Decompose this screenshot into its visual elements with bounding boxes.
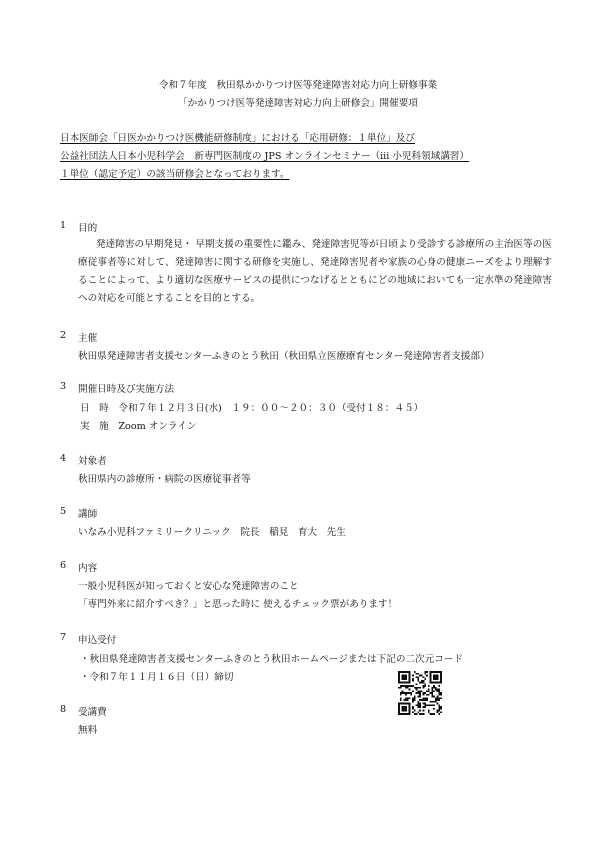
section-heading-target: 対象者 (78, 456, 107, 467)
section-heading-schedule: 開催日時及び実施方法 (78, 384, 174, 395)
notice-line2: 公益社団法人日本小児科学会 新専門医制度の JPS オンラインセミナー（iii 小児科領域講習） (60, 151, 470, 162)
purpose-text: 発達障害の早期発見・ 早期支援の重要性に鑑み、発達障害児等が日頃より受診する診療所の主治医等の医療従事者等に対して、発達障害に関する研修を実施し、発達障害児者や家族の心身の健康ニーズをより理解することによって、より適切な医療サービスの提供につなげるとともにどの地域においても一定水準の発達障害への対応を可能とすることを目的とする。 (78, 239, 552, 304)
section-heading-organizer: 主催 (78, 333, 98, 344)
lecturer-text: いなみ小児科ファミリークリニック 院長 稲見 育大 先生 (78, 527, 346, 538)
notice-line1: 日本医師会「日医かかりつけ医機能研修制度」における「応用研修：１単位」及び (60, 133, 415, 144)
section-heading-fee: 受講費 (78, 707, 107, 718)
application-line1: ・秋田県発達障害者支援センターふきのとう秋田ホームページまたは下記の二次元コード (80, 654, 463, 665)
section-number: 4 (60, 453, 67, 464)
schedule-date-line: 日 時 令和７年１２月３日(水) １９：００～２０：３０（受付１８：４５） (80, 403, 424, 414)
notice-line3: １単位（認定予定）の該当研修会となっております。 (60, 169, 290, 180)
section-heading-content: 内容 (78, 563, 98, 574)
content-line2: 「専門外来に紹介すべき？」と思った時に 使えるチェック票があります！ (78, 599, 398, 610)
schedule-method-line: 実 施 Zoom オンライン (80, 421, 197, 432)
application-line2: ・令和７年１１月１６日（日）締切 (80, 672, 234, 683)
section-number: 2 (60, 330, 67, 341)
fee-text: 無料 (78, 725, 98, 736)
section-number: 8 (60, 704, 67, 715)
section-number: 7 (60, 632, 67, 643)
section-heading-lecturer: 講師 (78, 509, 98, 520)
content-line1: 一般小児科医が知っておくと安心な発達障害のこと (78, 581, 299, 592)
section-number: 1 (60, 220, 67, 231)
qr-code-icon[interactable] (398, 671, 442, 715)
document-title-line1: 令和７年度 秋田県かかりつけ医等発達障害対応力向上研修事業 (158, 80, 438, 91)
section-number: 3 (60, 381, 67, 392)
target-text: 秋田県内の診療所・病院の医療従事者等 (78, 474, 251, 485)
section-heading-application: 申込受付 (78, 635, 117, 646)
organizer-text: 秋田県発達障害者支援センターふきのとう秋田（秋田県立医療療育センター発達障害者支援部） (78, 351, 490, 362)
section-heading-purpose: 目的 (78, 223, 98, 234)
document-title-line2: 「かかりつけ医等発達障害対応力向上研修会」開催要項 (178, 98, 418, 109)
section-number: 5 (60, 506, 67, 517)
section-number: 6 (60, 560, 67, 571)
